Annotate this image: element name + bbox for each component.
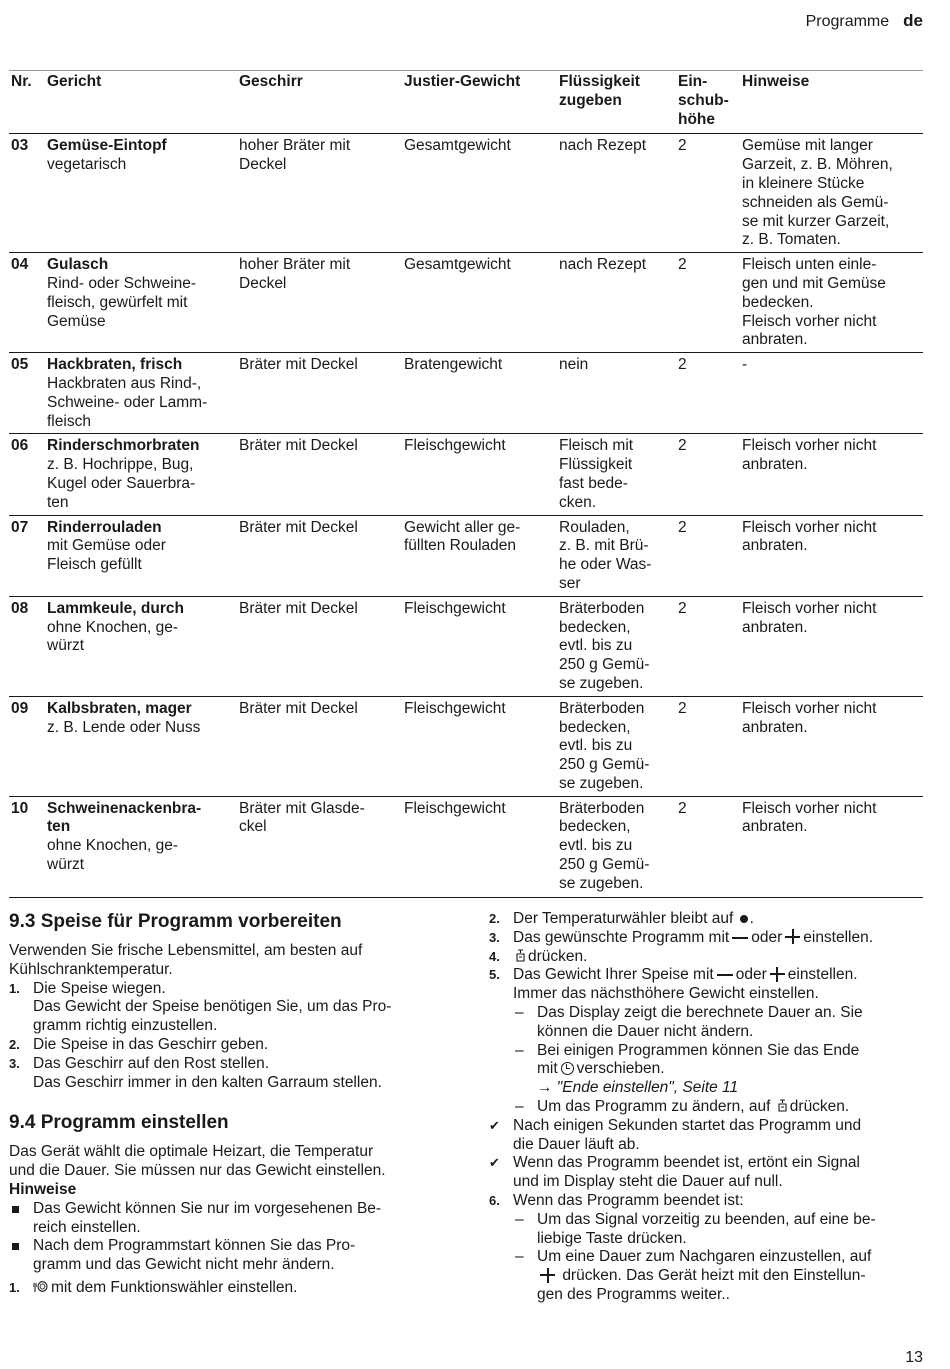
section-title-9-4: 9.4 Programm einstellen [9, 1112, 229, 1134]
header-level: Ein- schub- höhe [676, 71, 740, 134]
notes-title: Hinweise [9, 1180, 77, 1198]
cell-weight: Bratengewicht [402, 353, 557, 434]
step-set-3: 3. Das gewünschte Programm mit oder einstellen. [489, 928, 874, 946]
table-row [9, 796, 923, 897]
cell-nr: 07 [9, 515, 45, 596]
dish-name: Lammkeule, durch [47, 599, 184, 617]
right-column [489, 910, 929, 1305]
cell-dish: Lammkeule, durch ohne Knochen, ge- würzt [45, 596, 237, 696]
result-item: ✔ Wenn das Programm beendet ist, ertönt ein Signal und im Display steht die Dauer auf null. [489, 1154, 860, 1191]
bullet-square-icon [12, 1206, 19, 1213]
header-weight: Justier-Gewicht [402, 71, 557, 134]
cell-notes: Fleisch vorher nicht anbraten. [740, 696, 923, 796]
step-set-5: 5. Das Gewicht Ihrer Speise mit oder einstellen. Immer das nächsthöhere Gewicht einstellen. [489, 966, 858, 1003]
table-row [9, 434, 923, 515]
cell-weight: Gesamtgewicht [402, 253, 557, 353]
cell-weight: Fleischgewicht [402, 434, 557, 515]
cell-nr: 03 [9, 134, 45, 253]
table-row [9, 696, 923, 796]
sub-item: – Um das Signal vorzeitig zu beenden, auf eine be- liebige Taste drücken. [515, 1210, 876, 1247]
cell-notes: Fleisch vorher nicht anbraten. [740, 434, 923, 515]
sub-item: – Bei einigen Programmen können Sie das Ende mit verschieben. → "Ende einstellen", Seite 11 [515, 1041, 860, 1097]
cell-weight: Gesamtgewicht [402, 134, 557, 253]
cell-dish: Gulasch Rind- oder Schweine- fleisch, gewürfelt mit Gemüse [45, 253, 237, 353]
dish-name: Gulasch [47, 256, 109, 274]
step-set-1: 1. mit dem Funktionswähler einstellen. [9, 1278, 298, 1296]
section-name: Programme [805, 13, 890, 30]
cell-notes: Fleisch unten einle- gen und mit Gemüse bedecken. Fleisch vorher nicht anbraten. [740, 253, 923, 353]
cell-cookware: Bräter mit Deckel [237, 353, 402, 434]
dish-name: Kalbsbraten, mager [47, 699, 192, 717]
cell-cookware: Bräter mit Deckel [237, 596, 402, 696]
cell-nr: 10 [9, 796, 45, 897]
cell-weight: Fleischgewicht [402, 596, 557, 696]
start-icon [515, 948, 526, 963]
sub-item: – Um das Programm zu ändern, auf drücken. [515, 1097, 850, 1115]
cell-liquid: Rouladen, z. B. mit Brü- he oder Was- ser [557, 515, 676, 596]
program-table [9, 70, 923, 898]
plus-icon [540, 1268, 555, 1283]
cross-reference-link[interactable]: → "Ende einstellen", Seite 11 [537, 1079, 739, 1097]
sub-item: – Um eine Dauer zum Nachgaren einzustellen, auf drücken. Das Gerät heizt mit den Einstellun- gen des Programms weiter.. [515, 1248, 872, 1303]
cell-level: 2 [676, 696, 740, 796]
table-row [9, 596, 923, 696]
intro-9-4: Das Gerät wählt die optimale Heizart, die Temperatur und die Dauer. Sie müssen nur das Gewicht einstellen. [9, 1143, 386, 1180]
cell-dish: Hackbraten, frisch Hackbraten aus Rind-, Schweine- oder Lamm- fleisch [45, 353, 237, 434]
cell-notes: Fleisch vorher nicht anbraten. [740, 796, 923, 897]
cell-weight: Fleischgewicht [402, 796, 557, 897]
cell-level: 2 [676, 353, 740, 434]
cell-liquid: Bräterboden bedecken, evtl. bis zu 250 g Gemü- se zugeben. [557, 696, 676, 796]
cell-dish: Rinderschmorbraten z. B. Hochrippe, Bug, Kugel oder Sauerbra- ten [45, 434, 237, 515]
header-nr: Nr. [9, 71, 45, 134]
cell-cookware: hoher Bräter mit Deckel [237, 253, 402, 353]
header-cookware: Geschirr [237, 71, 402, 134]
step-set-4: 4. drücken. [489, 947, 588, 965]
dot-position-icon [740, 915, 748, 923]
cell-dish: Rinderrouladen mit Gemüse oder Fleisch gefüllt [45, 515, 237, 596]
cell-notes: Fleisch vorher nicht anbraten. [740, 515, 923, 596]
cell-nr: 09 [9, 696, 45, 796]
cell-notes: - [740, 353, 923, 434]
page-number: 13 [905, 1349, 923, 1366]
bullet-square-icon [12, 1243, 19, 1250]
dish-name: Rinderrouladen [47, 518, 162, 536]
step-prepare-3: 3. Das Geschirr auf den Rost stellen. Das Geschirr immer in den kalten Garraum stellen. [9, 1054, 382, 1091]
cell-level: 2 [676, 596, 740, 696]
header-dish: Gericht [45, 71, 237, 134]
section-title-9-3: 9.3 Speise für Programm vorbereiten [9, 911, 342, 932]
step-prepare-2: 2. Die Speise in das Geschirr geben. [9, 1035, 269, 1053]
result-item: ✔ Nach einigen Sekunden startet das Programm und die Dauer läuft ab. [489, 1116, 862, 1153]
table-header-row [9, 71, 923, 134]
language-tag: de [903, 11, 923, 30]
cell-nr: 08 [9, 596, 45, 696]
cell-liquid: Fleisch mit Flüssigkeit fast bede- cken. [557, 434, 676, 515]
page-header [806, 12, 923, 32]
dish-name: Rinderschmorbraten [47, 437, 200, 455]
plus-icon [770, 967, 785, 982]
minus-icon [732, 937, 748, 939]
cell-dish: Kalbsbraten, mager z. B. Lende oder Nuss [45, 696, 237, 796]
note-item: Das Gewicht können Sie nur im vorgesehenen Be- reich einstellen. [9, 1200, 449, 1238]
step-set-6: 6. Wenn das Programm beendet ist: [489, 1191, 744, 1209]
cell-level: 2 [676, 515, 740, 596]
cell-cookware: Bräter mit Deckel [237, 434, 402, 515]
minus-icon [717, 974, 733, 976]
cell-dish: Schweinenackenbra- ten ohne Knochen, ge- würzt [45, 796, 237, 897]
cell-nr: 05 [9, 353, 45, 434]
table-row [9, 134, 923, 253]
dish-name: Hackbraten, frisch [47, 356, 183, 374]
cell-nr: 06 [9, 434, 45, 515]
cell-weight: Gewicht aller ge- füllten Rouladen [402, 515, 557, 596]
dish-name: Schweinenackenbra- ten [47, 799, 202, 836]
checkmark-icon: ✔ [489, 1155, 500, 1171]
cell-nr: 04 [9, 253, 45, 353]
left-column [9, 910, 449, 1298]
table-row [9, 515, 923, 596]
clock-icon [561, 1062, 574, 1075]
header-notes: Hinweise [740, 71, 923, 134]
cell-cookware: Bräter mit Deckel [237, 515, 402, 596]
cell-liquid: nein [557, 353, 676, 434]
cell-level: 2 [676, 253, 740, 353]
cell-notes: Fleisch vorher nicht anbraten. [740, 596, 923, 696]
cell-cookware: Bräter mit Deckel [237, 696, 402, 796]
dish-name: Gemüse-Eintopf [47, 137, 167, 155]
intro-9-3: Verwenden Sie frische Lebensmittel, am besten auf Kühlschranktemperatur. [9, 942, 363, 978]
cell-cookware: hoher Bräter mit Deckel [237, 134, 402, 253]
checkmark-icon: ✔ [489, 1117, 500, 1133]
note-item: Nach dem Programmstart können Sie das Pro- gramm und das Gewicht nicht mehr ändern. [9, 1237, 449, 1275]
cell-liquid: nach Rezept [557, 253, 676, 353]
cell-cookware: Bräter mit Glasde- ckel [237, 796, 402, 897]
meat-program-icon [33, 1280, 48, 1293]
plus-icon [785, 929, 800, 944]
cell-weight: Fleischgewicht [402, 696, 557, 796]
cell-notes: Gemüse mit langer Garzeit, z. B. Möhren, in kleinere Stücke schneiden als Gemü- se mit kurzer Garzeit, z. B. Tomaten. [740, 134, 923, 253]
start-icon [777, 1098, 788, 1113]
cell-level: 2 [676, 134, 740, 253]
step-prepare-1: 1. Die Speise wiegen. Das Gewicht der Speise benötigen Sie, um das Pro- gramm richtig einzustellen. [9, 979, 392, 1035]
cell-liquid: nach Rezept [557, 134, 676, 253]
sub-item: – Das Display zeigt die berechnete Dauer an. Sie können die Dauer nicht ändern. [515, 1003, 863, 1040]
cell-level: 2 [676, 796, 740, 897]
table-row [9, 353, 923, 434]
cell-dish: Gemüse-Eintopf vegetarisch [45, 134, 237, 253]
header-liquid: Flüssigkeit zugeben [557, 71, 676, 134]
step-set-2: 2. Der Temperaturwähler bleibt auf . [489, 910, 754, 927]
table-row [9, 253, 923, 353]
cell-liquid: Bräterboden bedecken, evtl. bis zu 250 g Gemü- se zugeben. [557, 796, 676, 897]
cell-liquid: Bräterboden bedecken, evtl. bis zu 250 g Gemü- se zugeben. [557, 596, 676, 696]
cell-level: 2 [676, 434, 740, 515]
